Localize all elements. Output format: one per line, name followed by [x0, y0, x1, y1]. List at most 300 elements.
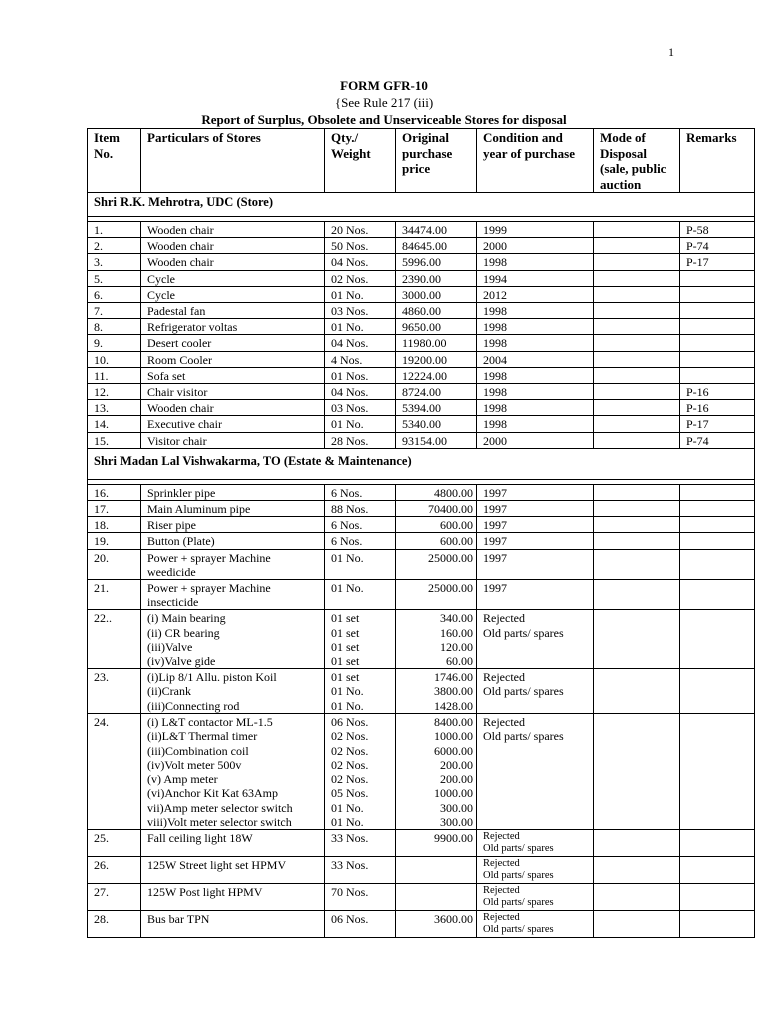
table-row [88, 484, 755, 500]
item-qty: 50 Nos. [325, 238, 396, 254]
item-price [396, 517, 477, 533]
section-heading-store [88, 193, 755, 217]
item-condition-line: Old parts/ spares [483, 625, 564, 640]
item-particulars-line: (i)Lip 8/1 Allu. piston Koil [147, 670, 277, 685]
item-qty [325, 910, 396, 937]
item-remarks: P-16 [680, 400, 755, 416]
item-number: 14. [88, 416, 141, 432]
table-row [88, 351, 755, 367]
item-remarks [680, 367, 755, 383]
item-particulars [141, 610, 325, 669]
item-number: 27. [88, 883, 141, 910]
item-qty [325, 533, 396, 549]
item-price-line: 25000.00 [428, 550, 473, 565]
item-remarks [680, 517, 755, 533]
item-qty-line: 70 Nos. [331, 884, 369, 899]
table-row [88, 669, 755, 714]
item-price-line: 9900.00 [434, 830, 473, 845]
item-qty-line: 01 No. [331, 581, 364, 596]
item-number: 25. [88, 829, 141, 856]
item-remarks [680, 856, 755, 883]
item-condition-line: 1997 [483, 518, 507, 533]
item-particulars: Padestal fan [141, 303, 325, 319]
item-condition: 1998 [477, 319, 594, 335]
item-number: 5. [88, 270, 141, 286]
item-remarks: P-74 [680, 432, 755, 448]
item-qty-line: 06 Nos. [331, 715, 369, 730]
item-particulars-line: Bus bar TPN [147, 911, 210, 926]
item-price-line: 600.00 [440, 534, 473, 549]
item-particulars-line: (iv)Volt meter 500v [147, 757, 242, 772]
item-remarks [680, 610, 755, 669]
item-condition [477, 883, 594, 910]
item-mode [594, 432, 680, 448]
item-condition: 1998 [477, 335, 594, 351]
item-qty-line: 05 Nos. [331, 786, 369, 801]
item-particulars-line: Button (Plate) [147, 534, 215, 549]
item-number: 26. [88, 856, 141, 883]
item-qty [325, 883, 396, 910]
item-number: 3. [88, 254, 141, 270]
item-condition-line: Rejected [483, 670, 525, 685]
item-price: 11980.00 [396, 335, 477, 351]
table-row [88, 501, 755, 517]
item-price-line: 200.00 [440, 757, 473, 772]
item-qty-line: 6 Nos. [331, 534, 363, 549]
item-remarks [680, 319, 755, 335]
item-particulars-line: Sprinkler pipe [147, 485, 216, 500]
item-condition: 1998 [477, 400, 594, 416]
item-particulars-line: Fall ceiling light 18W [147, 830, 253, 845]
item-qty-line: 01 No. [331, 550, 364, 565]
item-condition: 1998 [477, 367, 594, 383]
item-particulars [141, 501, 325, 517]
item-price: 5394.00 [396, 400, 477, 416]
item-qty: 20 Nos. [325, 222, 396, 238]
item-price-line: 3800.00 [434, 684, 473, 699]
item-number: 16. [88, 484, 141, 500]
item-number: 19. [88, 533, 141, 549]
item-condition: 1994 [477, 270, 594, 286]
item-condition [477, 610, 594, 669]
item-qty: 04 Nos. [325, 384, 396, 400]
item-price-line: 120.00 [440, 639, 473, 654]
item-qty-line: 01 set [331, 639, 360, 654]
item-mode [594, 416, 680, 432]
section-heading-estate [88, 448, 755, 479]
item-mode [594, 254, 680, 270]
item-price [396, 714, 477, 830]
table-row [88, 416, 755, 432]
item-particulars: Cycle [141, 286, 325, 302]
item-particulars-line: (v) Amp meter [147, 772, 218, 787]
table-row [88, 303, 755, 319]
item-number: 10. [88, 351, 141, 367]
item-mode [594, 883, 680, 910]
item-remarks: P-17 [680, 416, 755, 432]
item-particulars [141, 714, 325, 830]
item-number: 9. [88, 335, 141, 351]
item-condition [477, 580, 594, 610]
item-remarks [680, 484, 755, 500]
item-price-line: 600.00 [440, 518, 473, 533]
item-qty [325, 517, 396, 533]
item-particulars: Sofa set [141, 367, 325, 383]
item-remarks [680, 580, 755, 610]
header-qty: Qty./ Weight [325, 129, 396, 193]
item-mode [594, 351, 680, 367]
item-qty: 04 Nos. [325, 254, 396, 270]
item-qty-line: 02 Nos. [331, 772, 369, 787]
item-number: 18. [88, 517, 141, 533]
item-remarks [680, 714, 755, 830]
table-row [88, 319, 755, 335]
form-subtitle: {See Rule 217 (iii) [334, 95, 434, 110]
table-row [88, 856, 755, 883]
item-price-line: 300.00 [440, 814, 473, 829]
item-condition-line: Rejected [483, 911, 520, 923]
item-price: 2390.00 [396, 270, 477, 286]
item-price-line: 60.00 [446, 654, 473, 669]
item-mode [594, 303, 680, 319]
item-price-line: 160.00 [440, 625, 473, 640]
item-number: 20. [88, 549, 141, 579]
table-row [88, 883, 755, 910]
item-condition: 1998 [477, 254, 594, 270]
table-row [88, 714, 755, 830]
header-condition: Condition and year of purchase [477, 129, 594, 193]
item-remarks [680, 883, 755, 910]
item-particulars-line: (iii)Combination coil [147, 743, 249, 758]
item-price-line: 3600.00 [434, 911, 473, 926]
item-price-line: 4800.00 [434, 485, 473, 500]
item-qty [325, 829, 396, 856]
item-number: 2. [88, 238, 141, 254]
item-mode [594, 384, 680, 400]
item-price-line: 1746.00 [434, 670, 473, 685]
item-condition [477, 533, 594, 549]
item-qty [325, 580, 396, 610]
header-remarks: Remarks [680, 129, 755, 193]
item-condition [477, 549, 594, 579]
item-price-line: 70400.00 [428, 502, 473, 517]
item-number: 28. [88, 910, 141, 937]
item-qty: 03 Nos. [325, 400, 396, 416]
item-qty: 02 Nos. [325, 270, 396, 286]
item-number: 12. [88, 384, 141, 400]
item-mode [594, 910, 680, 937]
item-particulars: Wooden chair [141, 254, 325, 270]
table-row [88, 222, 755, 238]
item-particulars [141, 669, 325, 714]
item-qty-line: 06 Nos. [331, 911, 369, 926]
table-row [88, 400, 755, 416]
item-price [396, 610, 477, 669]
item-condition: 1998 [477, 416, 594, 432]
header-mode: Mode of Disposal (sale, public auction [594, 129, 680, 193]
item-condition [477, 669, 594, 714]
item-qty: 04 Nos. [325, 335, 396, 351]
item-condition [477, 501, 594, 517]
item-particulars-line: weedicide [147, 564, 196, 579]
item-particulars-line: (ii)Crank [147, 684, 191, 699]
item-mode [594, 517, 680, 533]
item-price: 84645.00 [396, 238, 477, 254]
item-particulars-line: vii)Amp meter selector switch [147, 800, 293, 815]
item-qty-line: 02 Nos. [331, 743, 369, 758]
item-price-line: 6000.00 [434, 743, 473, 758]
item-condition-line: Rejected [483, 830, 520, 842]
item-mode [594, 270, 680, 286]
item-condition-line: Old parts/ spares [483, 870, 554, 882]
item-price [396, 484, 477, 500]
item-particulars: Wooden chair [141, 222, 325, 238]
item-price: 4860.00 [396, 303, 477, 319]
item-condition-line: Rejected [483, 715, 525, 730]
form-title: FORM GFR-10 [340, 78, 428, 93]
item-price [396, 501, 477, 517]
item-condition-line: Old parts/ spares [483, 843, 554, 855]
item-condition [477, 714, 594, 830]
table-row [88, 517, 755, 533]
item-condition [477, 517, 594, 533]
item-particulars-line: Power + sprayer Machine [147, 550, 271, 565]
item-mode [594, 580, 680, 610]
item-condition-line: Rejected [483, 857, 520, 869]
item-remarks [680, 351, 755, 367]
item-particulars: Wooden chair [141, 238, 325, 254]
table-row [88, 910, 755, 937]
item-number: 17. [88, 501, 141, 517]
header-price: Original purchase price [396, 129, 477, 193]
table-row [88, 254, 755, 270]
item-condition [477, 856, 594, 883]
item-condition: 2012 [477, 286, 594, 302]
item-number: 23. [88, 669, 141, 714]
item-mode [594, 286, 680, 302]
item-condition [477, 829, 594, 856]
item-qty-line: 88 Nos. [331, 502, 369, 517]
item-price: 9650.00 [396, 319, 477, 335]
item-price: 34474.00 [396, 222, 477, 238]
item-mode [594, 367, 680, 383]
item-particulars [141, 856, 325, 883]
item-particulars: Cycle [141, 270, 325, 286]
item-particulars [141, 533, 325, 549]
table-header [88, 129, 755, 193]
item-mode [594, 400, 680, 416]
header-item-no: Item No. [88, 129, 141, 193]
item-mode [594, 669, 680, 714]
item-qty: 03 Nos. [325, 303, 396, 319]
item-number: 22.. [88, 610, 141, 669]
item-particulars-line: (ii)L&T Thermal timer [147, 729, 258, 744]
item-number: 7. [88, 303, 141, 319]
item-price-line: 1428.00 [434, 698, 473, 713]
item-particulars-line: Power + sprayer Machine [147, 581, 271, 596]
item-qty: 01 No. [325, 416, 396, 432]
item-remarks [680, 501, 755, 517]
item-qty [325, 610, 396, 669]
header-particulars: Particulars of Stores [141, 129, 325, 193]
item-price-line: 300.00 [440, 800, 473, 815]
item-qty [325, 549, 396, 579]
item-qty-line: 02 Nos. [331, 729, 369, 744]
item-mode [594, 319, 680, 335]
item-price-line: 340.00 [440, 611, 473, 626]
item-price: 5340.00 [396, 416, 477, 432]
item-number: 15. [88, 432, 141, 448]
item-qty-line: 01 No. [331, 684, 364, 699]
item-mode [594, 238, 680, 254]
item-condition [477, 910, 594, 937]
table-row [88, 270, 755, 286]
table-row [88, 384, 755, 400]
table-row [88, 829, 755, 856]
item-qty: 01 No. [325, 319, 396, 335]
item-price-line: 200.00 [440, 772, 473, 787]
item-particulars-line: (iii)Connecting rod [147, 698, 240, 713]
item-remarks [680, 533, 755, 549]
item-number: 13. [88, 400, 141, 416]
item-price-line: 25000.00 [428, 581, 473, 596]
item-mode [594, 501, 680, 517]
item-price: 3000.00 [396, 286, 477, 302]
item-particulars [141, 484, 325, 500]
item-number: 8. [88, 319, 141, 335]
item-particulars [141, 829, 325, 856]
item-price [396, 549, 477, 579]
item-remarks: P-58 [680, 222, 755, 238]
report-heading: Report of Surplus, Obsolete and Unserviceable Stores for disposal [201, 112, 567, 127]
item-qty-line: 01 set [331, 654, 360, 669]
item-condition-line: Old parts/ spares [483, 924, 554, 936]
item-particulars-line: insecticide [147, 595, 199, 610]
item-qty [325, 501, 396, 517]
item-number: 21. [88, 580, 141, 610]
item-remarks [680, 335, 755, 351]
item-condition [477, 484, 594, 500]
item-condition-line: 1997 [483, 485, 507, 500]
item-price: 5996.00 [396, 254, 477, 270]
item-remarks [680, 286, 755, 302]
item-price-line: 8400.00 [434, 715, 473, 730]
item-qty-line: 6 Nos. [331, 518, 363, 533]
item-particulars-line: Main Aluminum pipe [147, 502, 251, 517]
item-particulars-line: (ii) CR bearing [147, 625, 220, 640]
item-price: 19200.00 [396, 351, 477, 367]
item-qty-line: 01 set [331, 625, 360, 640]
item-particulars: Refrigerator voltas [141, 319, 325, 335]
item-price: 93154.00 [396, 432, 477, 448]
stores-table [87, 128, 755, 938]
item-remarks [680, 270, 755, 286]
item-number: 11. [88, 367, 141, 383]
item-price [396, 910, 477, 937]
item-particulars-line: (iii)Valve [147, 639, 193, 654]
item-qty-line: 01 No. [331, 814, 364, 829]
item-condition-line: 1997 [483, 550, 507, 565]
item-mode [594, 714, 680, 830]
item-qty [325, 856, 396, 883]
item-price-line: 1000.00 [434, 786, 473, 801]
item-condition: 1998 [477, 303, 594, 319]
table-row [88, 610, 755, 669]
item-price-line: 1000.00 [434, 729, 473, 744]
item-number: 1. [88, 222, 141, 238]
item-particulars-line: Riser pipe [147, 518, 196, 533]
item-particulars-line: viii)Volt meter selector switch [147, 814, 292, 829]
table-row [88, 367, 755, 383]
item-particulars: Desert cooler [141, 335, 325, 351]
item-condition-line: 1997 [483, 581, 507, 596]
item-number: 24. [88, 714, 141, 830]
table-row [88, 335, 755, 351]
section-title: Shri R.K. Mehrotra, UDC (Store) [88, 193, 755, 217]
item-qty-line: 6 Nos. [331, 485, 363, 500]
table-row [88, 238, 755, 254]
item-price [396, 829, 477, 856]
item-condition: 2004 [477, 351, 594, 367]
item-particulars-line: (iv)Valve gide [147, 654, 216, 669]
item-mode [594, 610, 680, 669]
item-remarks: P-16 [680, 384, 755, 400]
item-qty-line: 01 No. [331, 800, 364, 815]
item-particulars [141, 883, 325, 910]
item-price [396, 533, 477, 549]
item-remarks: P-17 [680, 254, 755, 270]
item-condition-line: 1997 [483, 502, 507, 517]
item-price [396, 580, 477, 610]
item-condition: 2000 [477, 238, 594, 254]
item-remarks: P-74 [680, 238, 755, 254]
item-qty-line: 33 Nos. [331, 857, 369, 872]
item-qty: 28 Nos. [325, 432, 396, 448]
item-particulars: Chair visitor [141, 384, 325, 400]
item-particulars: Visitor chair [141, 432, 325, 448]
item-condition-line: Old parts/ spares [483, 897, 554, 909]
item-condition-line: Rejected [483, 611, 525, 626]
item-condition-line: Old parts/ spares [483, 684, 564, 699]
item-qty [325, 714, 396, 830]
item-condition-line: Rejected [483, 884, 520, 896]
item-particulars [141, 580, 325, 610]
item-qty [325, 669, 396, 714]
item-particulars [141, 549, 325, 579]
item-mode [594, 549, 680, 579]
item-condition-line: 1997 [483, 534, 507, 549]
item-qty-line: 01 set [331, 670, 360, 685]
item-mode [594, 335, 680, 351]
item-qty-line: 02 Nos. [331, 757, 369, 772]
item-qty-line: 01 No. [331, 698, 364, 713]
table-row [88, 286, 755, 302]
item-remarks [680, 829, 755, 856]
item-price [396, 883, 477, 910]
item-particulars: Wooden chair [141, 400, 325, 416]
item-qty: 01 Nos. [325, 367, 396, 383]
item-mode [594, 222, 680, 238]
item-qty [325, 484, 396, 500]
item-particulars-line: (vi)Anchor Kit Kat 63Amp [147, 786, 278, 801]
table-row [88, 432, 755, 448]
item-condition: 2000 [477, 432, 594, 448]
table-row [88, 533, 755, 549]
table-row [88, 549, 755, 579]
item-price: 12224.00 [396, 367, 477, 383]
section-title: Shri Madan Lal Vishwakarma, TO (Estate & Maintenance) [88, 448, 755, 479]
item-condition: 1999 [477, 222, 594, 238]
